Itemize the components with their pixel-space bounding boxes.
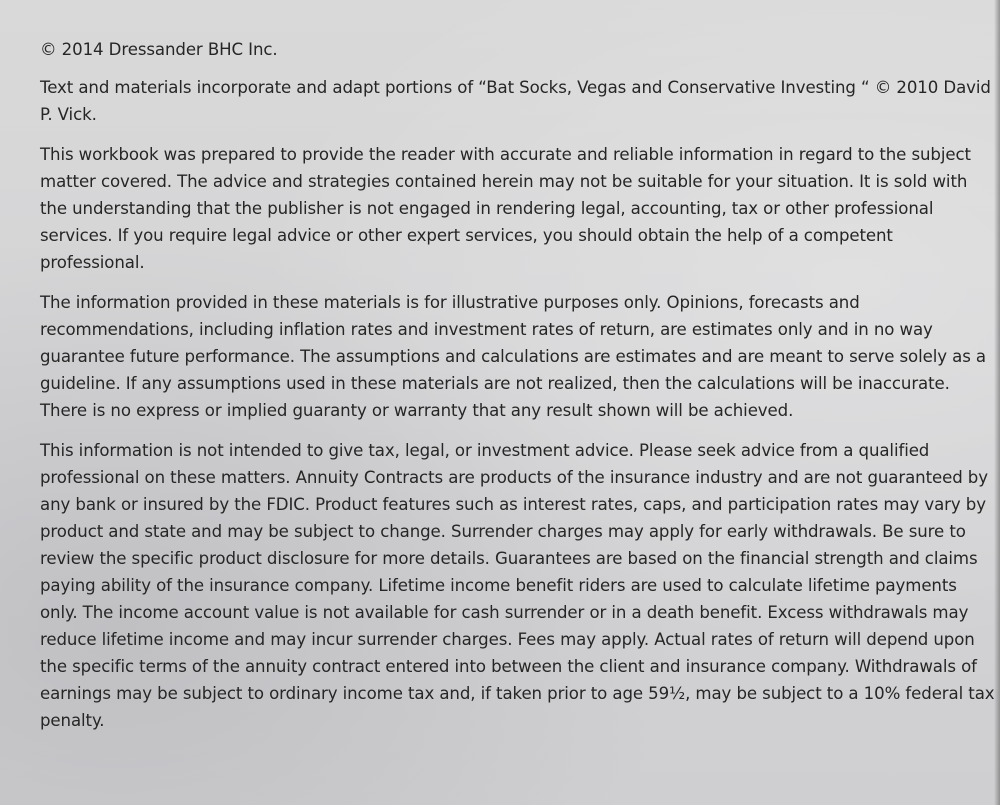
disclaimer-text-block bbox=[40, 36, 995, 747]
annuity-disclosure-paragraph: This information is not intended to give tax, legal, or investment advice. Please seek advice from a qualified professional on these matters. Annuity Contracts are products of the insurance industry and are not guaranteed by any bank or insured by the FDIC. Product features such as interest rates, caps, and participation rates may vary by product and state and may be subject to change. Surrender charges may apply for early withdrawals. Be sure to review the specific product disclosure for more details. Guarantees are based on the financial strength and claims paying ability of the insurance company. Lifetime income benefit riders are used to calculate lifetime payments only. The income account value is not available for cash surrender or in a death benefit. Excess withdrawals may reduce lifetime income and may incur surrender charges. Fees may apply. Actual rates of return will depend upon the specific terms of the annuity contract entered into between the client and insurance company. Withdrawals of earnings may be subject to ordinary income tax and, if taken prior to age 59½, may be subject to a 10% federal tax penalty. bbox=[40, 441, 995, 730]
copyright-line: © 2014 Dressander BHC Inc. bbox=[40, 40, 278, 59]
illustrative-purposes-paragraph: The information provided in these materials is for illustrative purposes only. Opinions, forecasts and recommendations, including inflation rates and investment rates of return, are estimates only and in no way guarantee future performance. The assumptions and calculations are estimates and are meant to serve solely as a guideline. If any assumptions used in these materials are not realized, then the calculations will be inaccurate. There is no express or implied guaranty or warranty that any result shown will be achieved. bbox=[40, 293, 986, 420]
workbook-disclaimer-paragraph: This workbook was prepared to provide the reader with accurate and reliable information in regard to the subject matter covered. The advice and strategies contained herein may not be suitable for your situation. It is sold with the understanding that the publisher is not engaged in rendering legal, accounting, tax or other professional services. If you require legal advice or other expert services, you should obtain the help of a competent professional. bbox=[40, 145, 971, 272]
attribution-paragraph: Text and materials incorporate and adapt portions of “Bat Socks, Vegas and Conservative Investing “ © 2010 David P. Vick. bbox=[40, 78, 991, 124]
